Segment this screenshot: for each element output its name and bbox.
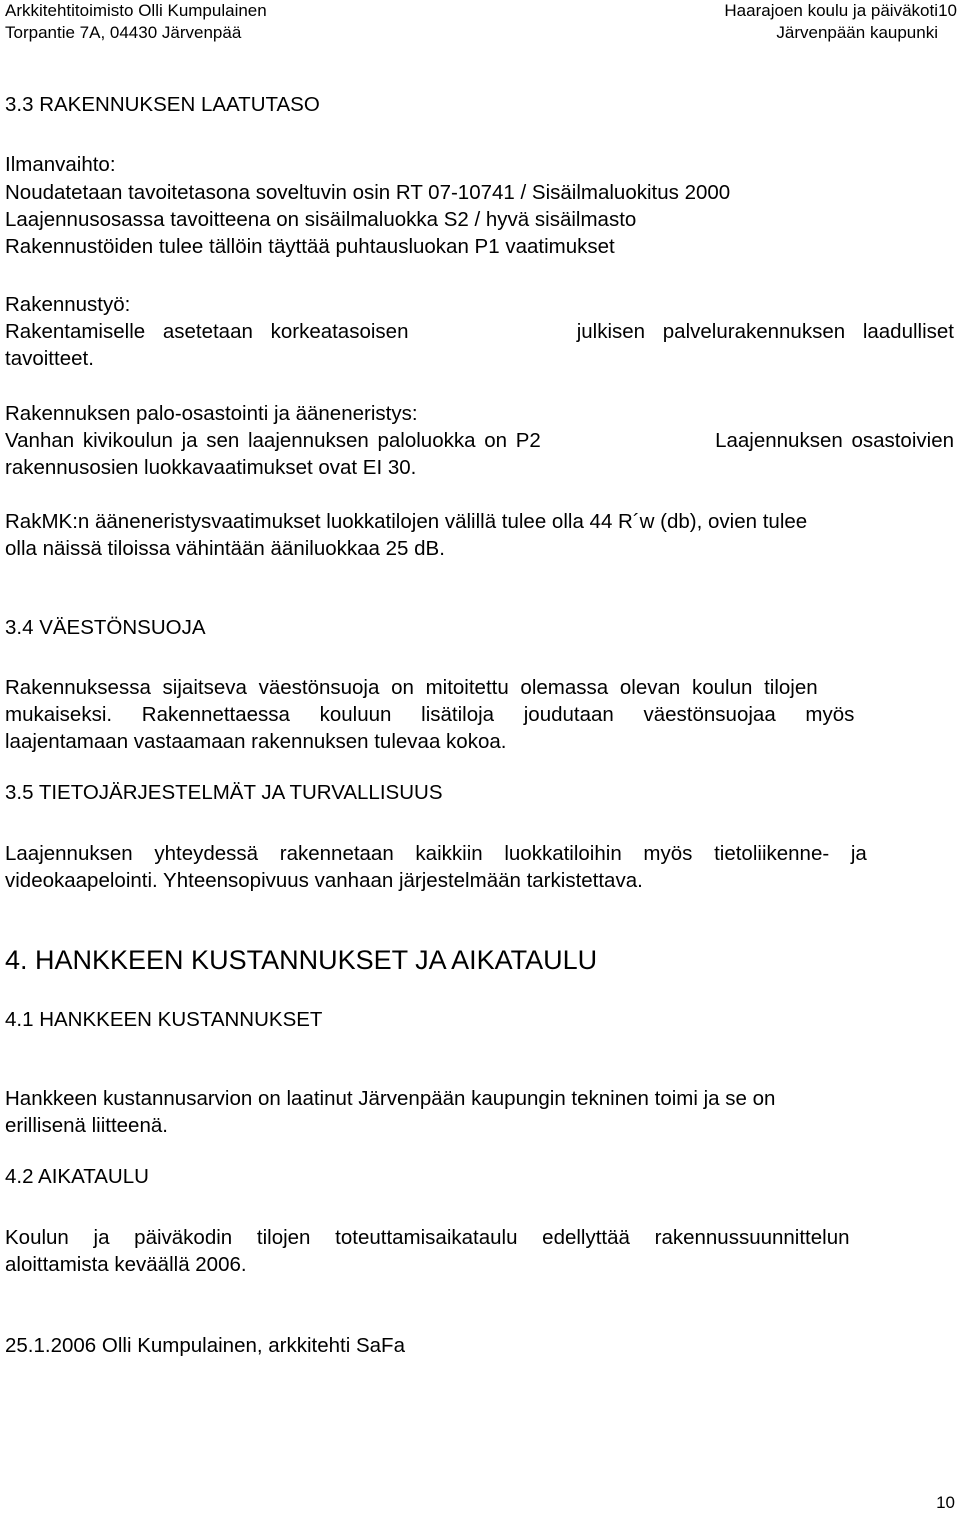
cost-line-1: Hankkeen kustannusarvion on laatinut Järvenpään kaupungin tekninen toimi ja se on [5,1087,776,1110]
client-name: Järvenpään kaupunki [776,23,938,42]
section-3-4-heading: 3.4 VÄESTÖNSUOJA [5,616,206,639]
section-4-2-heading: 4.2 AIKATAULU [5,1165,149,1188]
fire-line-1 [5,428,954,454]
section-4-heading: 4. HANKKEEN KUSTANNUKSET JA AIKATAULU [5,945,598,975]
construction-line-1a: Rakentamiselle asetetaan korkeatasoisen [5,320,409,343]
ventilation-label: Ilmanvaihto: [5,153,116,176]
office-name: Arkkitehtitoimisto Olli Kumpulainen [5,1,267,20]
shelter-line-1: Rakennuksessa sijaitseva väestönsuoja on mitoitettu olemassa olevan koulun tilojen [5,676,818,699]
construction-line-2: tavoitteet. [5,347,94,370]
header-page-number: 10 [938,1,957,20]
header-left [5,0,267,44]
sound-line-1: RakMK:n ääneneristysvaatimukset luokkatilojen välillä tulee olla 44 R´w (db), ovien tulee [5,510,808,533]
it-line-1: Laajennuksen yhteydessä rakennetaan kaikkiin luokkatiloihin myös tietoliikenne- ja [5,842,867,865]
ventilation-line-3: Rakennustöiden tulee tällöin täyttää puhtausluokan P1 vaatimukset [5,235,615,258]
fire-line-1a: Vanhan kivikoulun ja sen laajennuksen paloluokka on P2 [5,429,541,452]
section-4-1-heading: 4.1 HANKKEEN KUSTANNUKSET [5,1008,323,1031]
shelter-line-2: mukaiseksi. Rakennettaessa kouluun lisätiloja joudutaan väestönsuojaa myös [5,703,855,726]
construction-label: Rakennustyö: [5,293,131,316]
office-address: Torpantie 7A, 04430 Järvenpää [5,23,242,42]
construction-line-1b: julkisen palvelurakennuksen laadulliset [576,320,954,343]
it-line-2: videokaapelointi. Yhteensopivuus vanhaan järjestelmään tarkistettava. [5,869,643,892]
footer-page-number: 10 [936,1493,955,1512]
section-3-5-heading: 3.5 TIETOJÄRJESTELMÄT JA TURVALLISUUS [5,781,443,804]
project-name: Haarajoen koulu ja päiväkoti [724,1,938,20]
header-right [724,0,938,44]
sound-line-2: olla näissä tiloissa vähintään ääniluokkaa 25 dB. [5,537,445,560]
fire-line-2: rakennusosien luokkavaatimukset ovat EI 30. [5,456,417,479]
schedule-line-2: aloittamista keväällä 2006. [5,1253,247,1276]
ventilation-line-2: Laajennusosassa tavoitteena on sisäilmaluokka S2 / hyvä sisäilmasto [5,208,637,231]
cost-line-2: erillisenä liitteenä. [5,1114,168,1137]
schedule-line-1: Koulun ja päiväkodin tilojen toteuttamisaikataulu edellyttää rakennussuunnittelun [5,1226,850,1249]
signature-line: 25.1.2006 Olli Kumpulainen, arkkitehti SaFa [5,1334,405,1357]
fire-line-1b: Laajennuksen osastoivien [715,429,954,452]
fire-label: Rakennuksen palo-osastointi ja ääneneristys: [5,402,418,425]
construction-line-1 [5,319,954,345]
ventilation-line-1: Noudatetaan tavoitetasona soveltuvin osin RT 07-10741 / Sisäilmaluokitus 2000 [5,181,731,204]
shelter-line-3: laajentamaan vastaamaan rakennuksen tulevaa kokoa. [5,730,507,753]
section-3-3-heading: 3.3 RAKENNUKSEN LAATUTASO [5,93,320,116]
